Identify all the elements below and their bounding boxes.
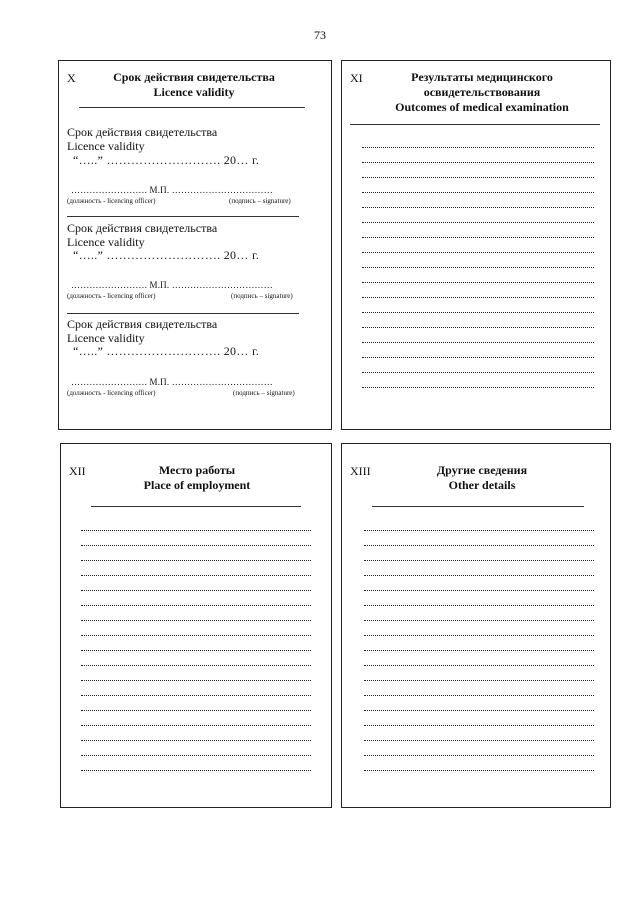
entry-line[interactable] bbox=[364, 530, 594, 531]
entry-line[interactable] bbox=[364, 575, 594, 576]
section-title-ru: Срок действия свидетельства bbox=[113, 70, 275, 84]
entry-divider bbox=[67, 216, 299, 217]
licence-validity-section bbox=[58, 60, 332, 430]
title-underline bbox=[350, 124, 600, 125]
page-number: 73 bbox=[314, 28, 326, 42]
entry-line[interactable] bbox=[364, 740, 594, 741]
section-title-ru: Результаты медицинского bbox=[411, 70, 553, 84]
entry-line[interactable] bbox=[362, 357, 594, 358]
validity-date-field[interactable]: “…..” ………………………. 20… г. bbox=[73, 248, 260, 262]
entry-line[interactable] bbox=[362, 312, 594, 313]
entry-line[interactable] bbox=[362, 237, 594, 238]
entry-line[interactable] bbox=[81, 695, 311, 696]
entry-line[interactable] bbox=[362, 372, 594, 373]
entry-line[interactable] bbox=[362, 222, 594, 223]
entry-line[interactable] bbox=[364, 695, 594, 696]
entry-line[interactable] bbox=[364, 620, 594, 621]
entry-line[interactable] bbox=[364, 665, 594, 666]
entry-line[interactable] bbox=[81, 740, 311, 741]
section-title-ru: Место работы bbox=[158, 463, 236, 477]
entry-line[interactable] bbox=[362, 192, 594, 193]
signature-field[interactable]: ……………………. М.П. …………………………… bbox=[71, 280, 273, 290]
entry-line[interactable] bbox=[364, 605, 594, 606]
section-number: XIII bbox=[350, 464, 371, 478]
signature-caption: (подпись – signature) bbox=[231, 292, 293, 300]
entry-line[interactable] bbox=[81, 725, 311, 726]
title-underline bbox=[372, 506, 584, 507]
other-details-section bbox=[341, 443, 611, 808]
officer-caption: (должность - licencing officer) bbox=[67, 197, 156, 205]
entry-line[interactable] bbox=[362, 282, 594, 283]
title-underline bbox=[91, 506, 301, 507]
section-title-en: Licence validity bbox=[153, 85, 235, 99]
entry-line[interactable] bbox=[362, 342, 594, 343]
entry-line[interactable] bbox=[364, 770, 594, 771]
entry-line[interactable] bbox=[81, 620, 311, 621]
section-title bbox=[99, 70, 289, 100]
signature-field[interactable]: ……………………. М.П. …………………………… bbox=[71, 377, 273, 387]
signature-caption: (подпись – signature) bbox=[229, 197, 291, 205]
entry-line[interactable] bbox=[81, 665, 311, 666]
medical-examination-section bbox=[341, 60, 611, 430]
entry-line[interactable] bbox=[364, 590, 594, 591]
place-of-employment-section bbox=[60, 443, 332, 808]
entry-line[interactable] bbox=[81, 635, 311, 636]
entry-divider bbox=[67, 313, 299, 314]
section-title-en: Outcomes of medical examination bbox=[395, 100, 569, 114]
section-title bbox=[372, 70, 592, 115]
section-title-en: Place of employment bbox=[143, 478, 251, 492]
section-title bbox=[111, 463, 283, 493]
entry-line[interactable] bbox=[81, 755, 311, 756]
validity-label: Срок действия свидетельства Licence validity bbox=[67, 221, 218, 249]
entry-line[interactable] bbox=[364, 755, 594, 756]
officer-caption: (должность - licencing officer) bbox=[67, 389, 156, 397]
entry-line[interactable] bbox=[364, 710, 594, 711]
entry-line[interactable] bbox=[362, 327, 594, 328]
entry-line[interactable] bbox=[81, 530, 311, 531]
entry-line[interactable] bbox=[81, 770, 311, 771]
entry-line[interactable] bbox=[81, 590, 311, 591]
entry-line[interactable] bbox=[81, 545, 311, 546]
entry-line[interactable] bbox=[362, 147, 594, 148]
entry-line[interactable] bbox=[362, 297, 594, 298]
entry-line[interactable] bbox=[362, 252, 594, 253]
entry-line[interactable] bbox=[81, 680, 311, 681]
entry-line[interactable] bbox=[364, 650, 594, 651]
entry-line[interactable] bbox=[362, 207, 594, 208]
entry-line[interactable] bbox=[364, 545, 594, 546]
section-title-ru: Другие сведения bbox=[436, 463, 528, 477]
entry-line[interactable] bbox=[81, 575, 311, 576]
title-underline bbox=[79, 107, 305, 108]
validity-label: Срок действия свидетельства Licence validity bbox=[67, 125, 218, 153]
entry-line[interactable] bbox=[362, 387, 594, 388]
validity-date-field[interactable]: “…..” ………………………. 20… г. bbox=[73, 153, 260, 167]
entry-line[interactable] bbox=[364, 560, 594, 561]
entry-line[interactable] bbox=[362, 267, 594, 268]
section-title-en: Other details bbox=[448, 478, 516, 492]
validity-date-field[interactable]: “…..” ………………………. 20… г. bbox=[73, 344, 260, 358]
entry-line[interactable] bbox=[362, 177, 594, 178]
section-title bbox=[392, 463, 572, 493]
section-number: XI bbox=[350, 71, 363, 85]
entry-line[interactable] bbox=[81, 710, 311, 711]
entry-line[interactable] bbox=[81, 605, 311, 606]
validity-label: Срок действия свидетельства Licence validity bbox=[67, 317, 218, 345]
officer-caption: (должность - licencing officer) bbox=[67, 292, 156, 300]
section-number: XII bbox=[69, 464, 86, 478]
section-title-ru-2: освидетельствования bbox=[423, 85, 541, 99]
signature-field[interactable]: ……………………. М.П. …………………………… bbox=[71, 185, 273, 195]
entry-line[interactable] bbox=[81, 560, 311, 561]
entry-line[interactable] bbox=[364, 635, 594, 636]
signature-caption: (подпись – signature) bbox=[233, 389, 295, 397]
entry-line[interactable] bbox=[364, 725, 594, 726]
entry-line[interactable] bbox=[364, 680, 594, 681]
entry-line[interactable] bbox=[81, 650, 311, 651]
entry-line[interactable] bbox=[362, 162, 594, 163]
section-number: X bbox=[67, 71, 76, 85]
